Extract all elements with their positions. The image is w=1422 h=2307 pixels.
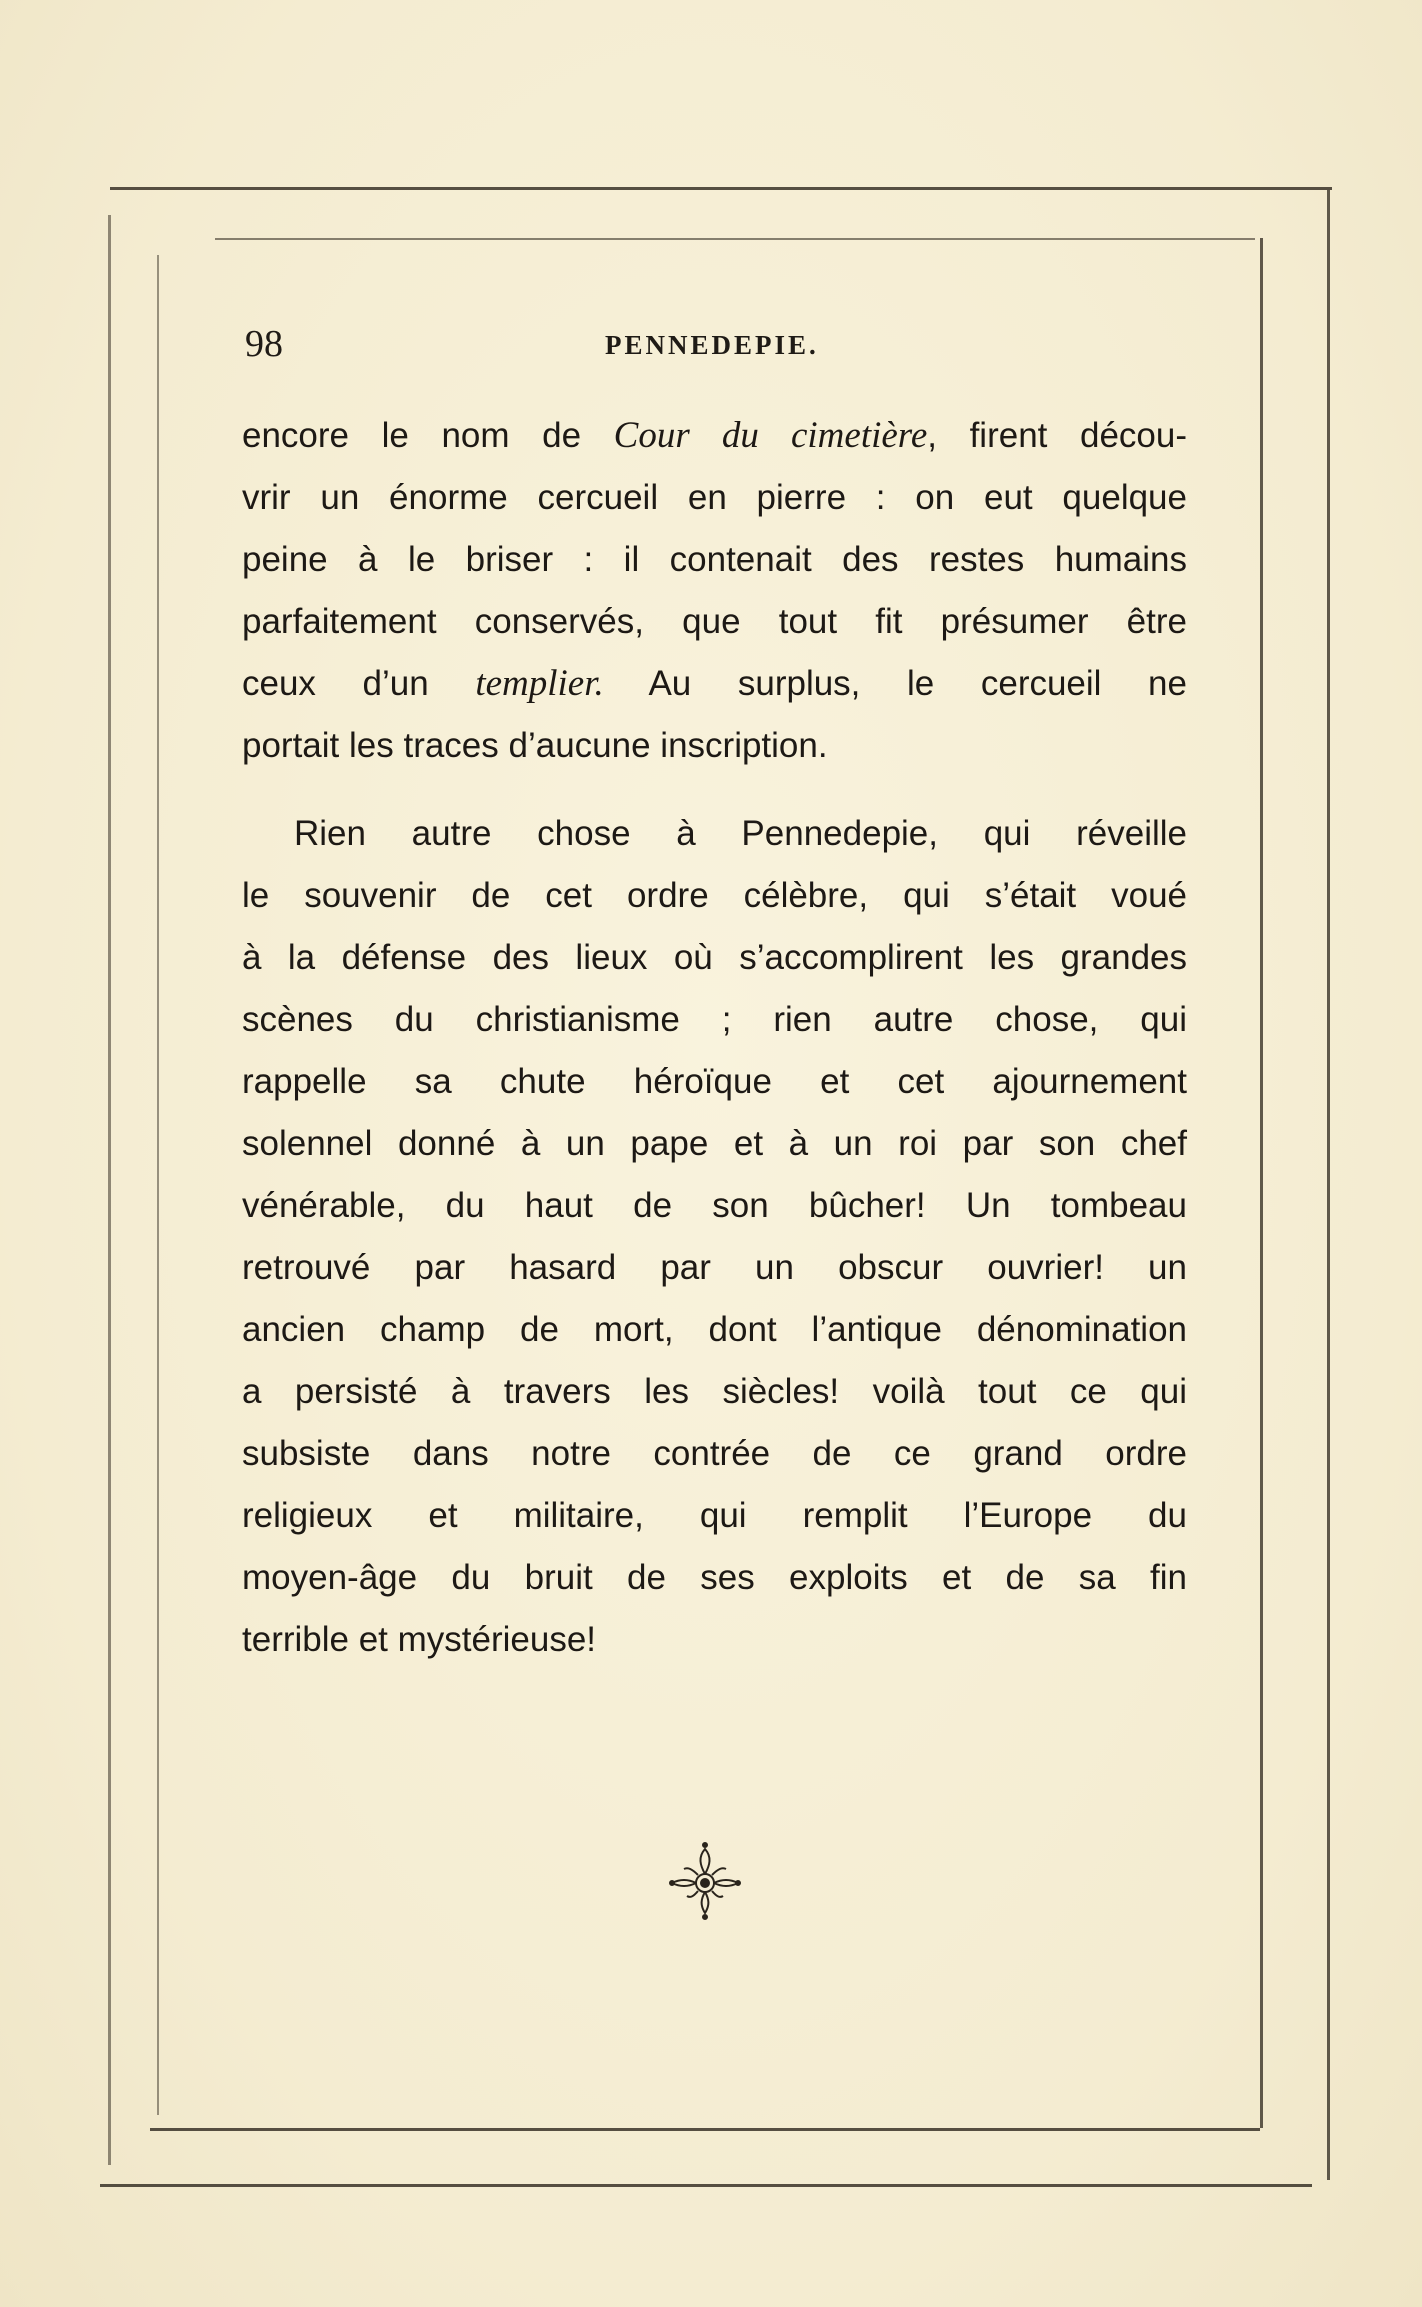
text-line [242,467,1187,529]
text-line [242,1175,1187,1237]
text-line [242,1423,1187,1485]
text-line [242,989,1187,1051]
frame-rule-inner-left [157,255,159,2115]
frame-rule-outer-right [1327,190,1330,2180]
text-segment: parfaitement conservés, que tout fit présumer être [242,602,1187,641]
text-line [242,1299,1187,1361]
text-line [242,865,1187,927]
text-segment: vénérable, du haut de son bûcher! Un tombeau [242,1186,1187,1225]
text-line [242,1485,1187,1547]
fleuron-ornament-icon [660,1835,750,1925]
text-line [242,1051,1187,1113]
italic-text: Cour du cimetière [613,415,928,456]
frame-rule-outer-bottom [100,2184,1312,2187]
paragraph [242,803,1187,1671]
text-line [242,405,1187,467]
frame-rule-outer-top [110,187,1332,190]
running-title: PENNEDEPIE. [605,330,819,360]
text-segment: terrible et mystérieuse! [242,1620,597,1659]
text-segment: vrir un énorme cercueil en pierre : on eut quelque [242,478,1187,517]
text-segment: a persisté à travers les siècles! voilà tout ce qui [242,1372,1187,1411]
frame-rule-inner-top [215,238,1255,240]
text-line [242,1547,1187,1609]
text-segment: , firent décou- [927,416,1188,455]
text-line [242,715,1187,777]
text-segment: à la défense des lieux où s’accomplirent les grandes [242,938,1187,977]
text-segment: retrouvé par hasard par un obscur ouvrier! un [242,1248,1187,1287]
frame-rule-outer-left [108,215,111,2165]
text-line [242,529,1187,591]
paragraph-gap [242,777,1187,803]
text-line [242,803,1187,865]
text-line [242,1361,1187,1423]
text-segment: portait les traces d’aucune inscription. [242,726,828,765]
text-line [242,1113,1187,1175]
text-line [242,927,1187,989]
text-segment: Rien autre chose à Pennedepie, qui réveille [294,814,1187,853]
text-line [242,1609,1187,1671]
text-line [242,591,1187,653]
text-segment: ancien champ de mort, dont l’antique dénomination [242,1310,1187,1349]
running-head [0,322,1422,372]
text-line [242,653,1187,715]
text-segment: ceux d’un [242,664,476,703]
frame-rule-inner-right [1260,238,1263,2128]
text-segment: Au surplus, le cercueil ne [603,664,1187,703]
text-segment: le souvenir de cet ordre célèbre, qui s’était voué [242,876,1187,915]
text-segment: moyen-âge du bruit de ses exploits et de sa fin [242,1558,1187,1597]
text-segment: solennel donné à un pape et à un roi par son chef [242,1124,1187,1163]
text-segment: subsiste dans notre contrée de ce grand ordre [242,1434,1187,1473]
page-number: 98 [245,323,283,365]
frame-rule-inner-bottom [150,2128,1260,2131]
text-segment: scènes du christianisme ; rien autre chose, qui [242,1000,1187,1039]
text-segment: encore le nom de [242,416,614,455]
text-segment: rappelle sa chute héroïque et cet ajournement [242,1062,1187,1101]
body-text [242,405,1187,1671]
text-segment: religieux et militaire, qui remplit l’Europe du [242,1496,1187,1535]
text-line [242,1237,1187,1299]
italic-text: templier. [475,663,604,704]
text-segment: peine à le briser : il contenait des restes humains [242,540,1187,579]
paragraph [242,405,1187,777]
